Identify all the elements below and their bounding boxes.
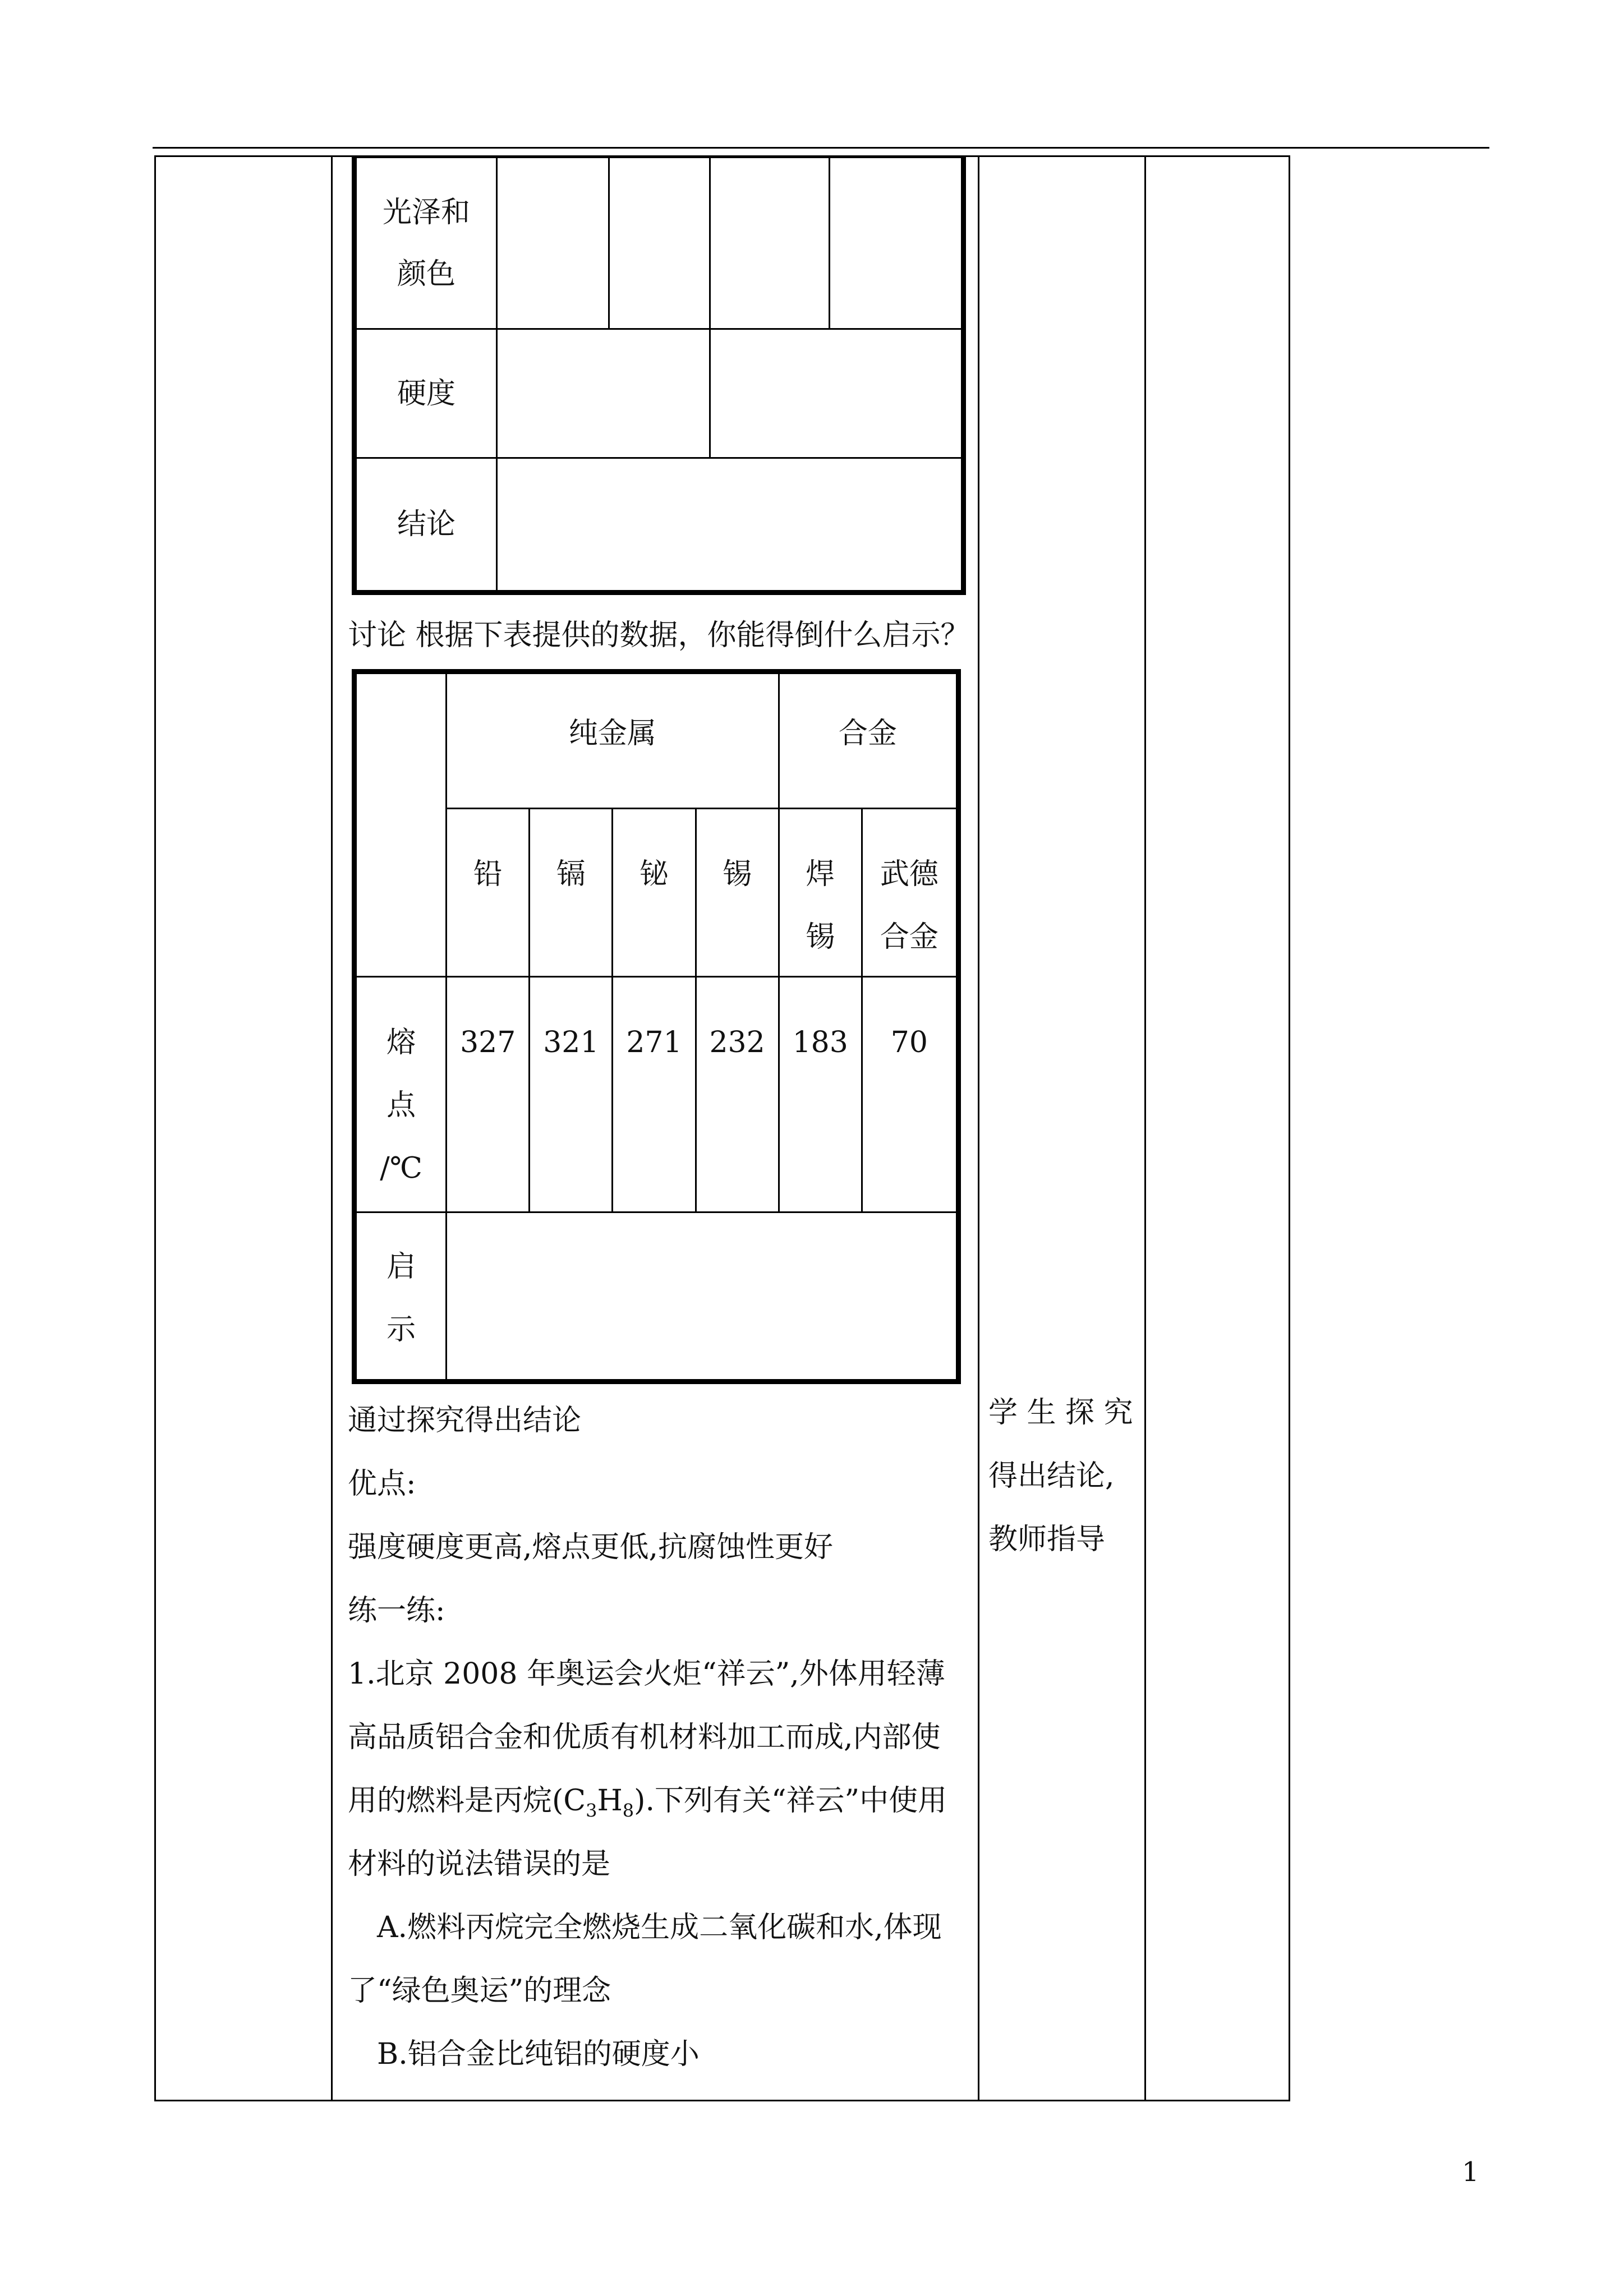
row-label-luster-color — [355, 158, 497, 329]
outer-border-right — [1289, 155, 1290, 2101]
metal-name: 合金 — [880, 920, 938, 954]
metal-name-cell — [862, 809, 958, 977]
metal-name: 铅 — [473, 857, 503, 891]
question-1-line-2: 高品质铝合金和优质有机材料加工而成,内部使 — [348, 1721, 941, 1754]
row-label-melting-point — [355, 977, 447, 1212]
label-line: 熔 — [387, 1026, 416, 1059]
row-label-hardness: 硬度 — [355, 329, 497, 458]
table-cell — [710, 158, 830, 329]
text-fragment: 用的燃料是丙烷(C — [348, 1784, 586, 1818]
insight-answer-cell — [447, 1212, 959, 1382]
header-rule — [153, 147, 1489, 149]
melting-point-value: 70 — [862, 977, 958, 1212]
option-a-line-1: A.燃料丙烷完全燃烧生成二氧化碳和水,体现 — [377, 1911, 942, 1944]
outer-col-divider-2 — [978, 155, 979, 2101]
practice-label: 练一练: — [348, 1594, 445, 1628]
table-cell — [497, 158, 609, 329]
discussion-prompt: 讨论 根据下表提供的数据，你能得倒什么启示？ — [348, 619, 970, 652]
metal-name-cell — [779, 809, 862, 977]
subscript: 3 — [586, 1800, 597, 1822]
metal-name: 焊 — [806, 857, 835, 891]
page-number: 1 — [1462, 2156, 1479, 2188]
melting-point-row — [355, 977, 959, 1212]
activity-line-2: 得出结论, — [988, 1459, 1115, 1493]
outer-col-divider-3 — [1144, 155, 1146, 2101]
metal-name: 铋 — [639, 857, 669, 891]
group-label: 纯金属 — [568, 717, 656, 750]
activity-line-3: 教师指导 — [988, 1523, 1106, 1556]
table-cell — [609, 158, 710, 329]
label-line: /℃ — [380, 1151, 422, 1185]
option-a-line-2: 了“绿色奥运”的理念 — [348, 1974, 611, 2008]
outer-col-divider-1 — [331, 155, 333, 2101]
advantages-label: 优点: — [348, 1467, 416, 1501]
label-line: 示 — [387, 1313, 416, 1347]
row-label-conclusion: 结论 — [355, 458, 497, 593]
melting-point-value: 271 — [613, 977, 696, 1212]
conclusion-intro: 通过探究得出结论 — [348, 1404, 582, 1437]
table-cell — [497, 329, 710, 458]
outer-border-bottom — [154, 2100, 1290, 2101]
melting-point-value: 183 — [779, 977, 862, 1212]
metal-name: 武德 — [880, 857, 938, 891]
table-cell — [830, 158, 964, 329]
text-fragment: H — [597, 1784, 623, 1818]
table-corner-cell — [355, 672, 447, 977]
melting-point-value: 321 — [530, 977, 613, 1212]
metal-name-cell — [696, 809, 779, 977]
question-1-line-3 — [348, 1781, 947, 1830]
table-cell — [497, 458, 964, 593]
label-line: 点 — [387, 1089, 416, 1122]
melting-point-table — [352, 669, 961, 1384]
label-line: 光泽和 — [382, 195, 470, 229]
question-1-line-1: 1.北京 2008 年奥运会火炬“祥云”,外体用轻薄 — [348, 1657, 945, 1691]
activity-line-1: 学 生 探 究 — [988, 1396, 1133, 1430]
metal-name: 镉 — [556, 857, 586, 891]
outer-border-left — [154, 155, 156, 2101]
label-line: 启 — [387, 1250, 416, 1284]
text-fragment: ).下列有关“祥云”中使用 — [634, 1784, 947, 1818]
group-header-pure-metal — [447, 672, 779, 809]
metal-name: 锡 — [806, 920, 835, 954]
observation-table — [352, 156, 966, 595]
melting-point-value: 232 — [696, 977, 779, 1212]
advantages-text: 强度硬度更高,熔点更低,抗腐蚀性更好 — [348, 1530, 834, 1564]
table-cell — [710, 329, 964, 458]
metal-name: 锡 — [723, 857, 752, 891]
metal-name-cell — [613, 809, 696, 977]
row-label-insight — [355, 1212, 447, 1382]
group-label: 合金 — [838, 717, 897, 750]
melting-point-value: 327 — [447, 977, 530, 1212]
subscript: 8 — [622, 1800, 634, 1822]
option-b: B.铝合金比纯铝的硬度小 — [377, 2037, 700, 2071]
metal-name-cell — [447, 809, 530, 977]
metal-name-cell — [530, 809, 613, 977]
question-1-line-4: 材料的说法错误的是 — [348, 1847, 611, 1881]
label-line: 颜色 — [397, 257, 456, 291]
group-header-alloy — [779, 672, 958, 809]
